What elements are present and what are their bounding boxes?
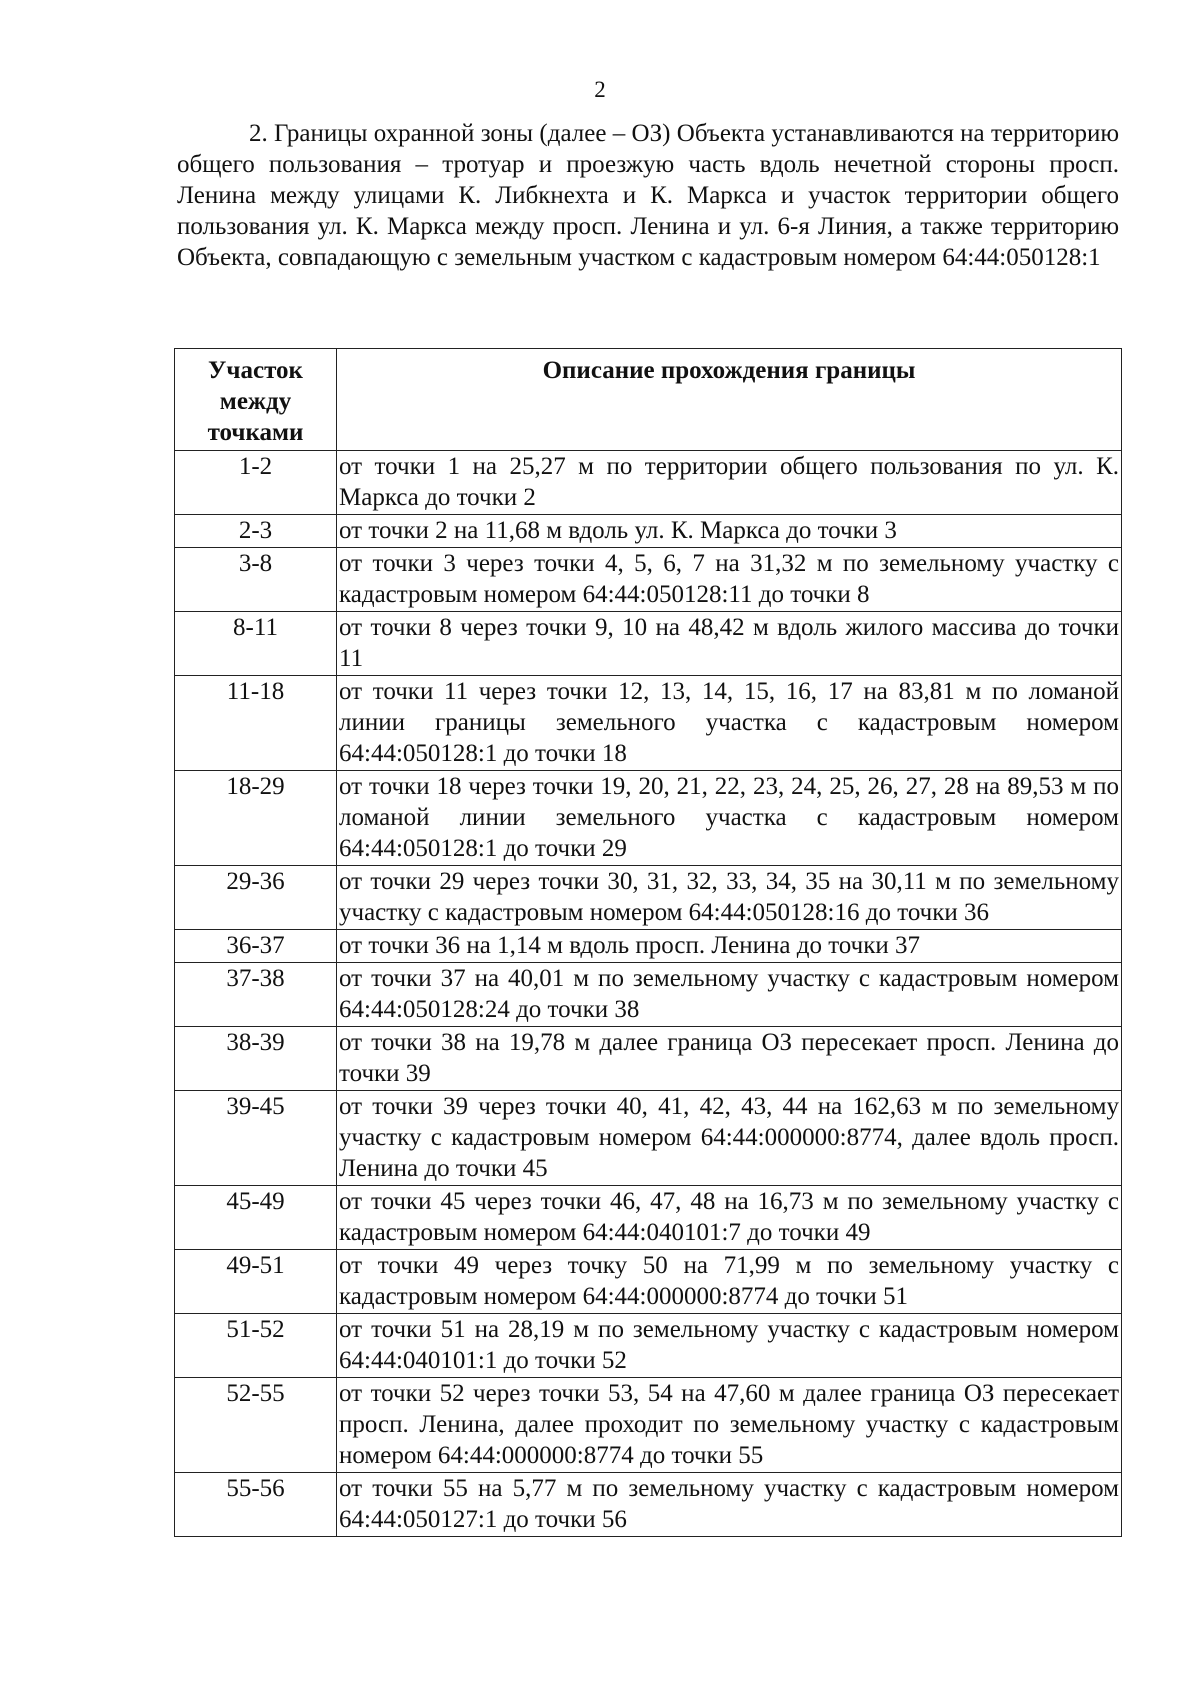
- table-row: [175, 1027, 1122, 1091]
- segment-cell: 18-29: [175, 771, 337, 866]
- segment-cell: 3-8: [175, 548, 337, 612]
- description-cell: от точки 2 на 11,68 м вдоль ул. К. Маркса до точки 3: [337, 515, 1122, 548]
- table-row: [175, 866, 1122, 930]
- description-cell: от точки 49 через точку 50 на 71,99 м по земельному участку с кадастровым номером 64:44:000000:8774 до точки 51: [337, 1250, 1122, 1314]
- table-row: [175, 963, 1122, 1027]
- segment-cell: 55-56: [175, 1473, 337, 1537]
- boundary-table: [174, 348, 1122, 1537]
- description-cell: от точки 1 на 25,27 м по территории общего пользования по ул. К. Маркса до точки 2: [337, 451, 1122, 515]
- table-row: [175, 930, 1122, 963]
- table-body: [175, 451, 1122, 1537]
- table-row: [175, 771, 1122, 866]
- table-header-row: [175, 349, 1122, 451]
- description-cell: от точки 18 через точки 19, 20, 21, 22, 23, 24, 25, 26, 27, 28 на 89,53 м по ломаной линии земельного участка с кадастровым номером 64:44:050128:1 до точки 29: [337, 771, 1122, 866]
- table-row: [175, 548, 1122, 612]
- segment-cell: 2-3: [175, 515, 337, 548]
- table-row: [175, 1378, 1122, 1473]
- description-cell: от точки 51 на 28,19 м по земельному участку с кадастровым номером 64:44:040101:1 до точки 52: [337, 1314, 1122, 1378]
- description-cell: от точки 37 на 40,01 м по земельному участку с кадастровым номером 64:44:050128:24 до точки 38: [337, 963, 1122, 1027]
- segment-cell: 52-55: [175, 1378, 337, 1473]
- table-row: [175, 1314, 1122, 1378]
- table-row: [175, 1250, 1122, 1314]
- table-row: [175, 612, 1122, 676]
- description-cell: от точки 38 на 19,78 м далее граница ОЗ пересекает просп. Ленина до точки 39: [337, 1027, 1122, 1091]
- description-cell: от точки 8 через точки 9, 10 на 48,42 м вдоль жилого массива до точки 11: [337, 612, 1122, 676]
- segment-cell: 51-52: [175, 1314, 337, 1378]
- description-cell: от точки 29 через точки 30, 31, 32, 33, 34, 35 на 30,11 м по земельному участку с кадастровым номером 64:44:050128:16 до точки 36: [337, 866, 1122, 930]
- table-row: [175, 1091, 1122, 1186]
- segment-cell: 45-49: [175, 1186, 337, 1250]
- description-cell: от точки 36 на 1,14 м вдоль просп. Ленина до точки 37: [337, 930, 1122, 963]
- segment-cell: 38-39: [175, 1027, 337, 1091]
- segment-cell: 1-2: [175, 451, 337, 515]
- segment-cell: 36-37: [175, 930, 337, 963]
- segment-cell: 37-38: [175, 963, 337, 1027]
- paragraph-section-2: 2. Границы охранной зоны (далее – ОЗ) Объекта устанавливаются на территорию общего пользования – тротуар и проезжую часть вдоль нечетной стороны просп. Ленина между улицами К. Либкнехта и К. Маркса и участок территории общего пользования ул. К. Маркса между просп. Ленина и ул. 6-я Линия, а также территорию Объекта, совпадающую с земельным участком с кадастровым номером 64:44:050128:1: [177, 120, 1119, 271]
- description-cell: от точки 52 через точки 53, 54 на 47,60 м далее граница ОЗ пересекает просп. Ленина, далее проходит по земельному участку с кадастровым номером 64:44:000000:8774 до точки 55: [337, 1378, 1122, 1473]
- page-number: 2: [594, 77, 606, 102]
- table-row: [175, 515, 1122, 548]
- description-cell: от точки 11 через точки 12, 13, 14, 15, 16, 17 на 83,81 м по ломаной линии границы земельного участка с кадастровым номером 64:44:050128:1 до точки 18: [337, 676, 1122, 771]
- table-row: [175, 1473, 1122, 1537]
- segment-cell: 8-11: [175, 612, 337, 676]
- table-row: [175, 451, 1122, 515]
- header-segment: Участок между точками: [175, 349, 337, 451]
- description-cell: от точки 39 через точки 40, 41, 42, 43, 44 на 162,63 м по земельному участку с кадастровым номером 64:44:000000:8774, далее вдоль просп. Ленина до точки 45: [337, 1091, 1122, 1186]
- table-row: [175, 676, 1122, 771]
- description-cell: от точки 55 на 5,77 м по земельному участку с кадастровым номером 64:44:050127:1 до точки 56: [337, 1473, 1122, 1537]
- description-cell: от точки 3 через точки 4, 5, 6, 7 на 31,32 м по земельному участку с кадастровым номером 64:44:050128:11 до точки 8: [337, 548, 1122, 612]
- segment-cell: 49-51: [175, 1250, 337, 1314]
- description-cell: от точки 45 через точки 46, 47, 48 на 16,73 м по земельному участку с кадастровым номером 64:44:040101:7 до точки 49: [337, 1186, 1122, 1250]
- table-header: [175, 349, 1122, 451]
- table-row: [175, 1186, 1122, 1250]
- segment-cell: 39-45: [175, 1091, 337, 1186]
- header-description: Описание прохождения границы: [337, 349, 1122, 451]
- segment-cell: 11-18: [175, 676, 337, 771]
- segment-cell: 29-36: [175, 866, 337, 930]
